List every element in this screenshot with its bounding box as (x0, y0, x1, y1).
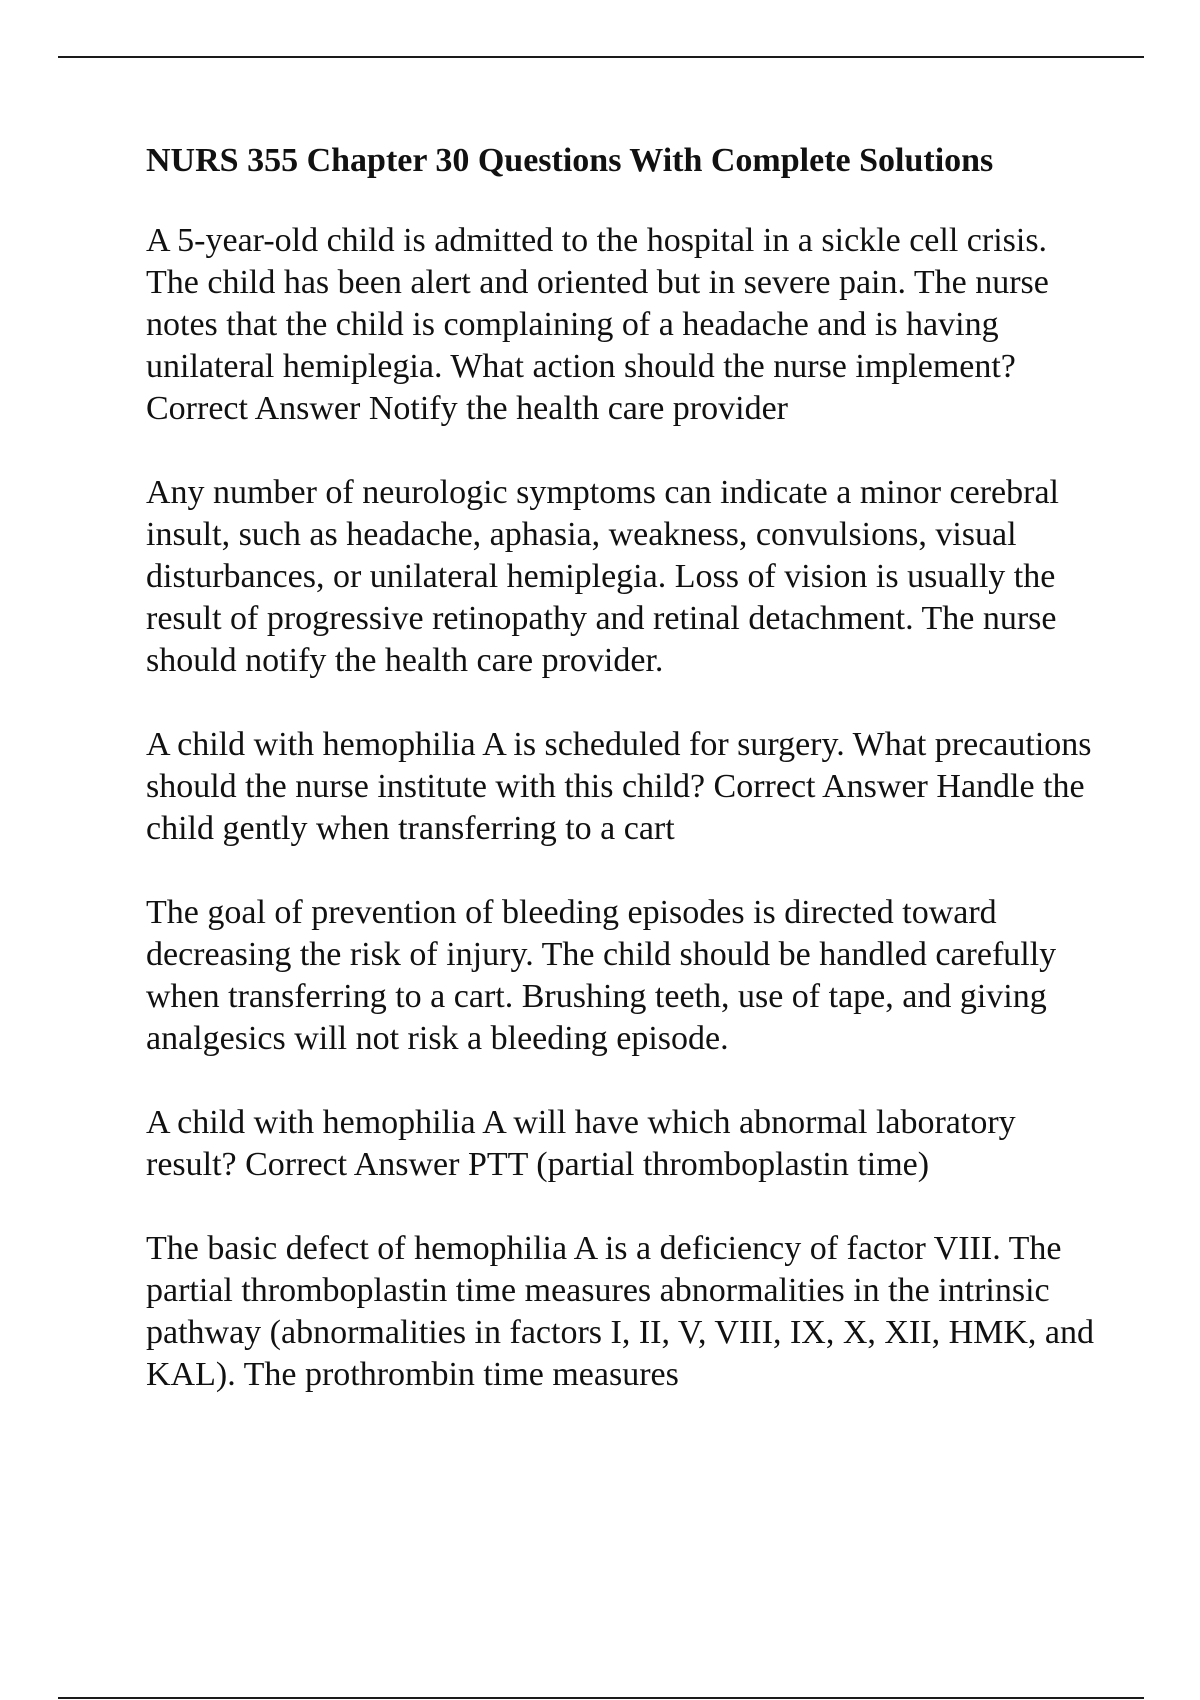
rationale-paragraph: Any number of neurologic symptoms can indicate a minor cerebral insult, such as headache, aphasia, weakness, convulsions, visual disturbances, or unilateral hemiplegia. Loss of vision is usually the result of progressive retinopathy and retinal detachment. The nurse should notify the health care provider. (146, 474, 1059, 679)
rationale-paragraph: The basic defect of hemophilia A is a deficiency of factor VIII. The partial thromboplastin time measures abnormalities in the intrinsic pathway (abnormalities in factors I, II, V, VIII, IX, X, XII, HMK, and KAL). The prothrombin time measures (146, 1230, 1094, 1393)
question-paragraph: A 5-year-old child is admitted to the hospital in a sickle cell crisis. The child has been alert and oriented but in severe pain. The nurse notes that the child is complaining of a headache and is having unilateral hemiplegia. What action should the nurse implement? Correct Answer Notify the health care provider (146, 222, 1049, 427)
question-paragraph: A child with hemophilia A is scheduled for surgery. What precautions should the nurse institute with this child? Correct Answer Handle the child gently when transferring to a cart (146, 726, 1092, 847)
footer-divider (58, 1697, 1144, 1699)
document-title: NURS 355 Chapter 30 Questions With Complete Solutions (146, 142, 994, 179)
document-body (146, 140, 1096, 1438)
rationale-paragraph: The goal of prevention of bleeding episodes is directed toward decreasing the risk of injury. The child should be handled carefully when transferring to a cart. Brushing teeth, use of tape, and giving analgesics will not risk a bleeding episode. (146, 894, 1057, 1057)
question-paragraph: A child with hemophilia A will have which abnormal laboratory result? Correct Answer PTT (partial thromboplastin time) (146, 1104, 1016, 1183)
header-divider (58, 56, 1144, 58)
